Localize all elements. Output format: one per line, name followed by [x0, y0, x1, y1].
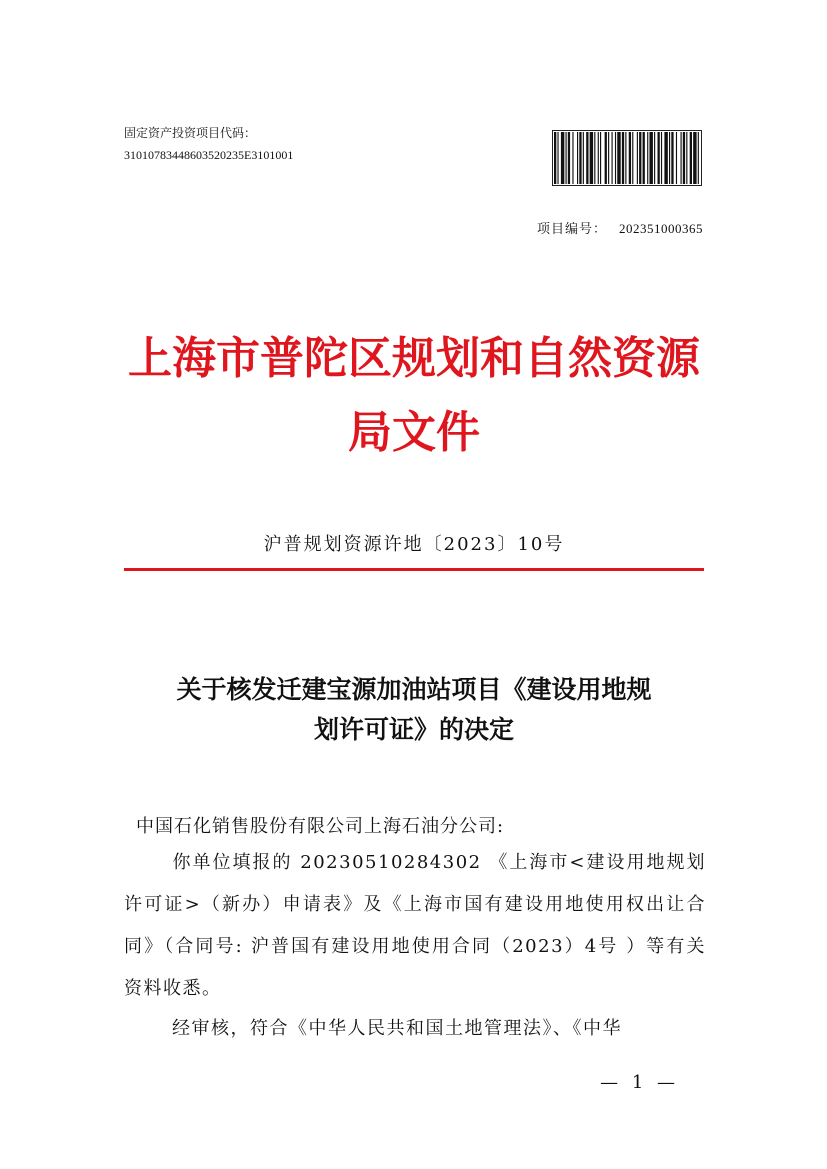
- addressee: 中国石化销售股份有限公司上海石油分公司:: [136, 816, 505, 837]
- body-paragraph-1-text: 你单位填报的 20230510284302 《上海市<建设用地规划许可证>（新办）申请表》及《上海市国有建设用地使用权出让合同》（合同号: 沪普国有建设用地使用合同（2023）4号 ）等有关资料收悉。: [124, 852, 706, 999]
- body-paragraph-1: [124, 842, 706, 1010]
- project-number: [537, 218, 703, 237]
- barcode-icon: [552, 130, 702, 186]
- red-divider: [124, 568, 704, 571]
- project-number-value: 202351000365: [619, 221, 703, 236]
- subject-line2: 划许可证》的决定: [313, 715, 514, 744]
- subject-line1: 关于核发迁建宝源加油站项目《建设用地规: [176, 675, 652, 704]
- org-title-line2: 局文件: [348, 407, 480, 458]
- body-paragraph-2: [124, 1008, 706, 1050]
- body-paragraph-2-text: 经审核，符合《中华人民共和国土地管理法》、《中华: [172, 1018, 622, 1039]
- project-code-value: 31010783448603520235E3101001: [124, 148, 294, 162]
- page-number: — 1 —: [600, 1072, 679, 1093]
- org-title-line1: 上海市普陀区规划和自然资源: [128, 333, 700, 384]
- org-title: [124, 322, 704, 470]
- document-number: 沪普规划资源许地〔2023〕10号: [263, 534, 565, 555]
- project-code-label: 固定资产投资项目代码：: [124, 126, 257, 140]
- document-subject: [124, 670, 704, 750]
- project-number-label: 项目编号：: [536, 222, 607, 237]
